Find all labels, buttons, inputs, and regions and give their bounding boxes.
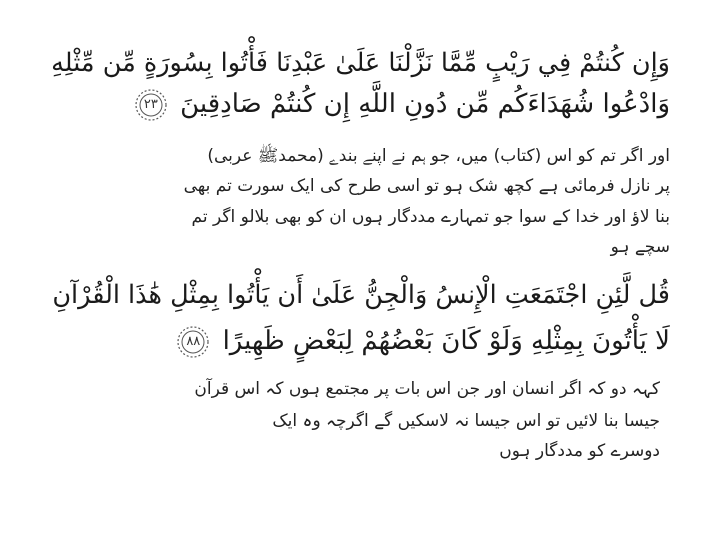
translation-1-line-3: بنا لاؤ اور خدا کے سوا جو تمہارے مددگار ہوں ان کو بھی بلالو اگر تم bbox=[191, 207, 670, 227]
ayah-number: ٢٣ bbox=[143, 97, 158, 112]
ayah-number: ٨٨ bbox=[186, 334, 201, 349]
verse-2-line-1: قُل لَّئِنِ اجْتَمَعَتِ الْإِنسُ وَالْجِنُّ عَلَىٰ أَن يَأْتُوا بِمِثْلِ هَٰذَا الْقُرْآنِ bbox=[52, 280, 670, 310]
ayah-end-marker-icon bbox=[134, 88, 168, 122]
verse-1-line-1: وَإِن كُنتُمْ فِي رَيْبٍ مِّمَّا نَزَّلْنَا عَلَىٰ عَبْدِنَا فَأْتُوا بِسُورَةٍ مِّن مِّثْلِهِ bbox=[51, 48, 670, 78]
verse-1-line-2 bbox=[130, 88, 670, 122]
translation-1-line-2: پر نازل فرمائی ہے کچھ شک ہو تو اسی طرح کی ایک سورت تم بھی bbox=[183, 176, 670, 196]
translation-2-line-1: کہہ دو کہ اگر انسان اور جن اس بات پر مجتمع ہوں کہ اس قرآن bbox=[194, 379, 660, 399]
verse-2-line-2-text: لَا يَأْتُونَ بِمِثْلِهِ وَلَوْ كَانَ بَعْضُهُمْ لِبَعْضٍ ظَهِيرًا bbox=[222, 326, 670, 356]
translation-2-line-2: جیسا بنا لائیں تو اس جیسا نہ لاسکیں گے اگرچہ وہ ایک bbox=[272, 411, 660, 431]
verse-2-line-2 bbox=[172, 325, 670, 359]
verse-1-line-2-text: وَادْعُوا شُهَدَاءَكُم مِّن دُونِ اللَّهِ إِن كُنتُمْ صَادِقِينَ bbox=[180, 89, 670, 119]
translation-1-line-1: اور اگر تم کو اس (کتاب) میں، جو ہم نے اپنے بندے (محمدﷺ عربی) bbox=[207, 146, 670, 166]
translation-2-line-3: دوسرے کو مددگار ہوں bbox=[499, 441, 660, 461]
ayah-end-marker-icon bbox=[176, 325, 210, 359]
translation-1-line-4: سچے ہو bbox=[610, 237, 670, 257]
